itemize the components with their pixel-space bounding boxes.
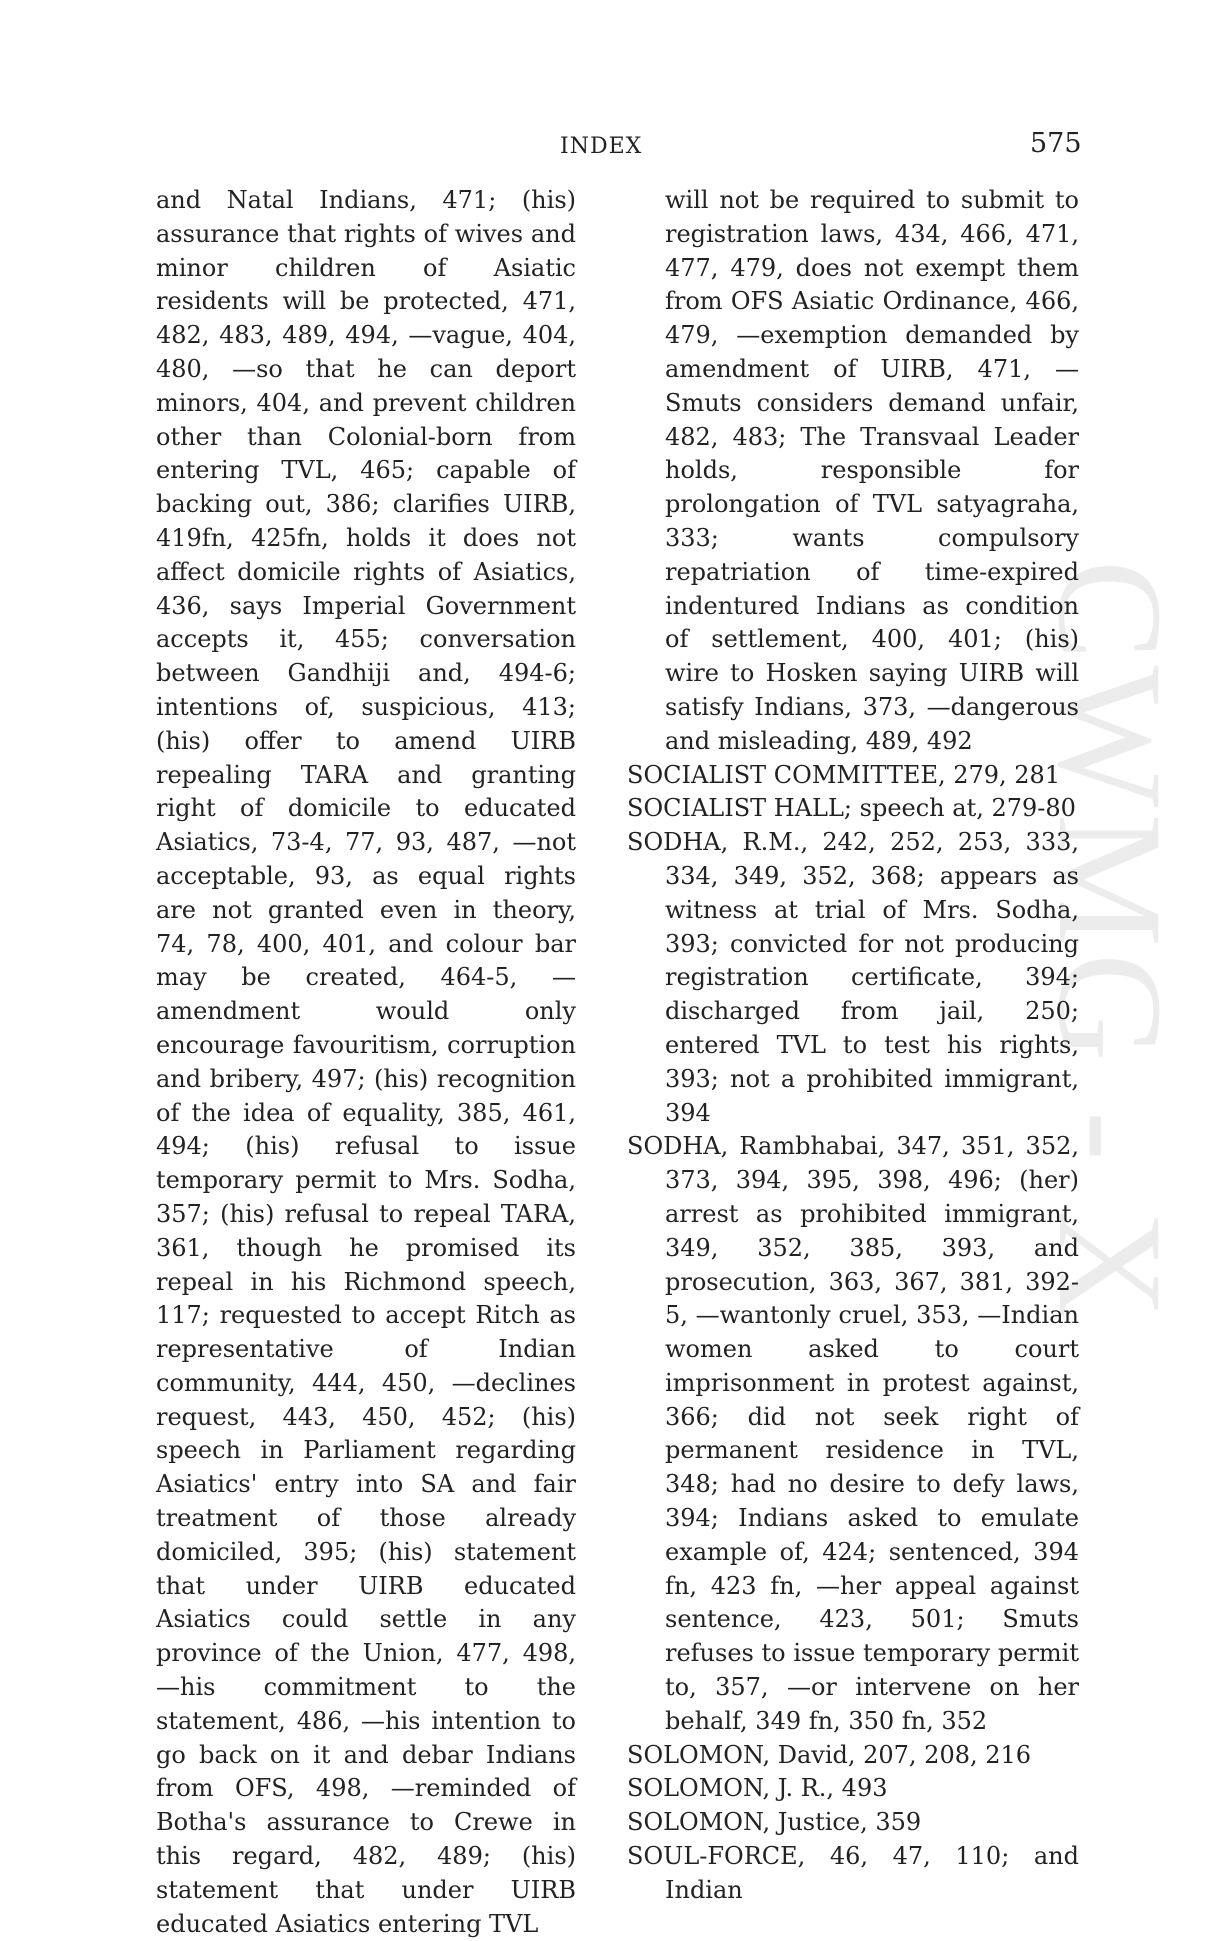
running-header: INDEX bbox=[560, 134, 643, 159]
index-entry-continuation: and Natal Indians, 471; (his) assurance that rights of wives and minor children of Asiatic residents will be protected, 471, 482, 483, 489, 494, —vague, 404, 480, —so that he can deport minors, 404, and prevent children other than Colonial-born from entering TVL, 465; capable of backing out, 386; clarifies UIRB, 419fn, 425fn, holds it does not affect domicile rights of Asiatics, 436, says Imperial Government accepts it, 455; conversation between Gandhiji and, 494-6; intentions of, suspicious, 413; (his) offer to amend UIRB repealing TARA and granting right of domicile to educated Asiatics, 73-4, 77, 93, 487, —not acceptable, 93, as equal rights are not granted even in theory, 74, 78, 400, 401, and colour bar may be created, 464-5, —amendment would only encourage favouritism, corruption and bribery, 497; (his) recognition of the idea of equality, 385, 461, 494; (his) refusal to issue temporary permit to Mrs. Sodha, 357; (his) refusal to repeal TARA, 361, though he promised its repeal in his Richmond speech, 117; requested to accept Ritch as representative of Indian community, 444, 450, —declines request, 443, 450, 452; (his) speech in Parliament regarding Asiatics' entry into SA and fair treatment of those already domiciled, 395; (his) statement that under UIRB educated Asiatics could settle in any province of the Union, 477, 498, —his commitment to the statement, 486, —his intention to go back on it and debar Indians from OFS, 498, —reminded of Botha's assurance to Crewe in this regard, 482, 489; (his) statement that under UIRB educated Asiatics entering TVL bbox=[156, 186, 576, 1938]
index-entry: SODHA, Rambhabai, 347, 351, 352, 373, 394, 395, 398, 496; (her) arrest as prohibited immigrant, 349, 352, 385, 393, and prosecution, 363, 367, 381, 392-5, —wantonly cruel, 353, —Indian women asked to court imprisonment in protest against, 366; did not seek right of permanent residence in TVL, 348; had no desire to defy laws, 394; Indians asked to emulate example of, 424; sentenced, 394 fn, 423 fn, —her appeal against sentence, 423, 501; Smuts refuses to issue temporary permit to, 357, —or intervene on her behalf, 349 fn, 350 fn, 352 bbox=[627, 1132, 1079, 1735]
index-entry: SOUL-FORCE, 46, 47, 110; and Indian bbox=[627, 1842, 1079, 1904]
page-number: 575 bbox=[1030, 128, 1082, 159]
index-entry: SOLOMON, Justice, 359 bbox=[627, 1808, 922, 1837]
watermark: CWMG - X bbox=[1027, 560, 1193, 1325]
index-entry: SOCIALIST COMMITTEE, 279, 281 bbox=[627, 760, 1061, 789]
index-entry: SOLOMON, David, 207, 208, 216 bbox=[627, 1740, 1032, 1769]
index-entry: SOLOMON, J. R., 493 bbox=[627, 1774, 888, 1803]
index-entry-continuation: will not be required to submit to registration laws, 434, 466, 471, 477, 479, does not exempt them from OFS Asiatic Ordinance, 466, 479, —exemption demanded by amendment of UIRB, 471, —Smuts considers demand unfair, 482, 483; The Transvaal Leader holds, responsible for prolongation of TVL satyagraha, 333; wants compulsory repatriation of time-expired indentured Indians as condition of settlement, 400, 401; (his) wire to Hosken saying UIRB will satisfy Indians, 373, —dangerous and misleading, 489, 492 bbox=[665, 186, 1079, 755]
right-column bbox=[627, 184, 1079, 1908]
index-entry: SOCIALIST HALL; speech at, 279-80 bbox=[627, 794, 1076, 823]
index-entry: SODHA, R.M., 242, 252, 253, 333, 334, 349, 352, 368; appears as witness at trial of Mrs. Sodha, 393; convicted for not producing registration certificate, 394; discharged from jail, 250; entered TVL to test his rights, 393; not a prohibited immigrant, 394 bbox=[627, 828, 1079, 1127]
left-column bbox=[156, 184, 576, 1941]
